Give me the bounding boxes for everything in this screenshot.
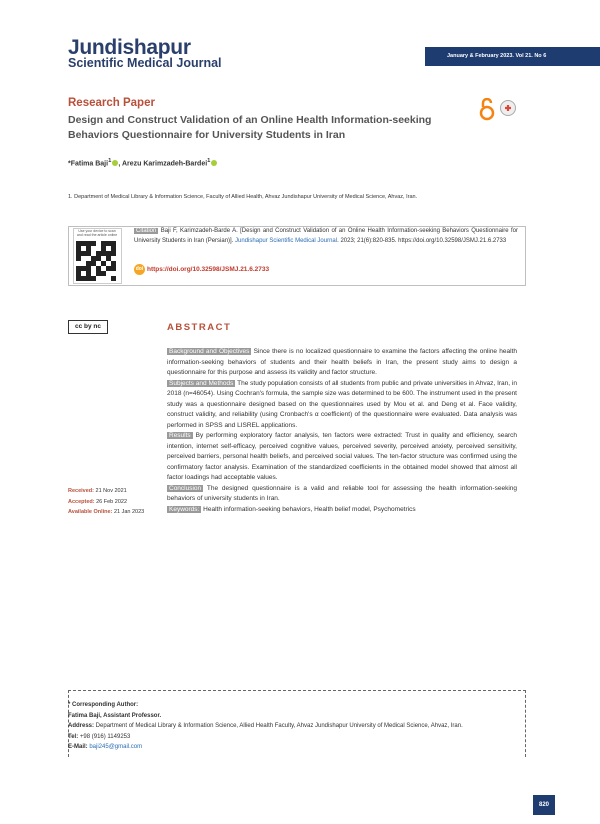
- tel-label: Tel:: [68, 733, 79, 740]
- citation-label: Citation: [136, 228, 157, 234]
- author-2[interactable]: Arezu Karimzadeh-Bardei: [121, 160, 208, 168]
- accepted-label: Accepted:: [68, 498, 95, 505]
- abstract-heading: ABSTRACT: [167, 322, 232, 333]
- journal-subtitle: Scientific Medical Journal: [68, 56, 222, 70]
- received-label: Received:: [68, 488, 94, 494]
- author-1[interactable]: *Fatima Baji: [68, 160, 109, 168]
- citation-journal-link[interactable]: Jundishapur Scientific Medical Journal: [235, 237, 338, 244]
- conclusion-text: The designed questionnaire is a valid and reliable tool for assessing the health information-seeking behaviors of university students in Iran.: [167, 484, 517, 502]
- affiliation: 1. Department of Medical Library & Information Science, Faculty of Allied Health, Ahvaz Jundishapur University of Medical Science, Ahvaz, Iran.: [68, 194, 418, 200]
- author-1-affil: 1: [108, 158, 112, 164]
- email-link[interactable]: baji245@gmail.com: [87, 744, 143, 750]
- issue-banner: January & February 2023. Vol 21. No 6: [425, 47, 600, 66]
- cc-license-badge[interactable]: cc by nc: [68, 320, 108, 334]
- methods-label: Subjects and Methods: [169, 379, 234, 387]
- orcid-icon[interactable]: [211, 160, 217, 166]
- accepted-date: 26 Feb 2022: [94, 498, 128, 505]
- author-2-affil: 1: [207, 158, 211, 164]
- email-label: E-Mail:: [68, 744, 88, 750]
- author-list: [68, 158, 217, 167]
- corr-name: Fatima Baji, Assistant Professor.: [68, 712, 162, 719]
- online-label: Available Online:: [68, 509, 113, 515]
- results-label: Results: [169, 432, 191, 439]
- article-dates: [68, 486, 144, 518]
- open-access-crossmark-icons: [478, 98, 522, 122]
- keywords-text: Health information-seeking behaviors, Health belief model, Psychometrics: [201, 505, 416, 513]
- results-text: By performing exploratory factor analysis, ten factors were extracted: Trust in quality and efficiency, search intention, internet self-efficacy, perceived cognitive values, perceived severity, perceived anxiety, perceived sensitivity, perceived barriers, personal health beliefs, and perceived social values. The ten-factor structure was confirmed using the confirmatory factor analysis. Examination of the standardized coefficients in the obtained model showed that almost all factor loadings had acceptable values.: [167, 432, 517, 481]
- corr-heading: * Corresponding Author:: [68, 702, 139, 708]
- citation-tail: . 2023; 21(6):820-835. https://doi.org/10.32598/JSMJ.21.6.2733: [337, 237, 507, 244]
- doi-icon: doi: [134, 264, 145, 275]
- methods-text: The study population consists of all students from public and private universities in Ahvaz, Iran, in 2018 (n=46054). Using Cochran's formula, the sample size was determined to be 600. The instrument used in the present study was a questionnaire designed based on the questionnaires used by Mou et al. and Deng et al. Face validity, construct validity, and reliability (using Cronbach's α coefficient) of the questionnaire were evaluated. Data analysis was performed in SPSS and LISREL applications.: [167, 379, 517, 429]
- article-type: Research Paper: [68, 97, 155, 109]
- received-date: 21 Nov 2021: [94, 488, 127, 494]
- corresponding-author: [68, 700, 463, 753]
- qr-code-icon[interactable]: [76, 241, 116, 281]
- background-label: Background and Objectives: [169, 348, 250, 355]
- journal-title: Jundishapur: [68, 36, 191, 59]
- online-date: 21 Jan 2023: [112, 509, 145, 515]
- crossmark-icon: [501, 101, 516, 116]
- page-number: 820: [533, 795, 555, 815]
- citation-text: [134, 227, 518, 246]
- background-text: Since there is no localized questionnaire to examine the factors affecting the online health information-seeking behaviors of students and their health beliefs in Iran, the present study aims to design a questionnaire for this purpose and assess its validity and factor structure.: [167, 348, 517, 376]
- citation-body: Baji F, Karimzadeh-Barde A. [Design and Construct Validation of an Online Health Information-seeking Behaviors Questionnaire for University Students in Iran (Persian)].: [134, 228, 518, 244]
- article-title: Design and Construct Validation of an Online Health Information-seeking Behaviors Questionnaire for University Students in Iran: [68, 114, 432, 141]
- doi-line: [134, 264, 269, 275]
- open-access-icon: [481, 99, 493, 119]
- author-separator: ,: [118, 160, 122, 168]
- abstract-body: [167, 347, 517, 515]
- keywords-label: Keywords:: [169, 505, 200, 513]
- qr-caption: Use your device to scan and read the article online: [76, 229, 118, 237]
- address-text: Department of Medical Library & Information Science, Allied Health Faculty, Ahvaz Jundishapur University of Medical Science, Ahvaz, Iran.: [94, 723, 463, 729]
- conclusion-label: Conclusion: [169, 484, 202, 492]
- tel-text: +98 (916) 1149253: [78, 733, 131, 740]
- address-label: Address:: [68, 723, 95, 729]
- doi-link[interactable]: https://doi.org/10.32598/JSMJ.21.6.2733: [147, 266, 270, 274]
